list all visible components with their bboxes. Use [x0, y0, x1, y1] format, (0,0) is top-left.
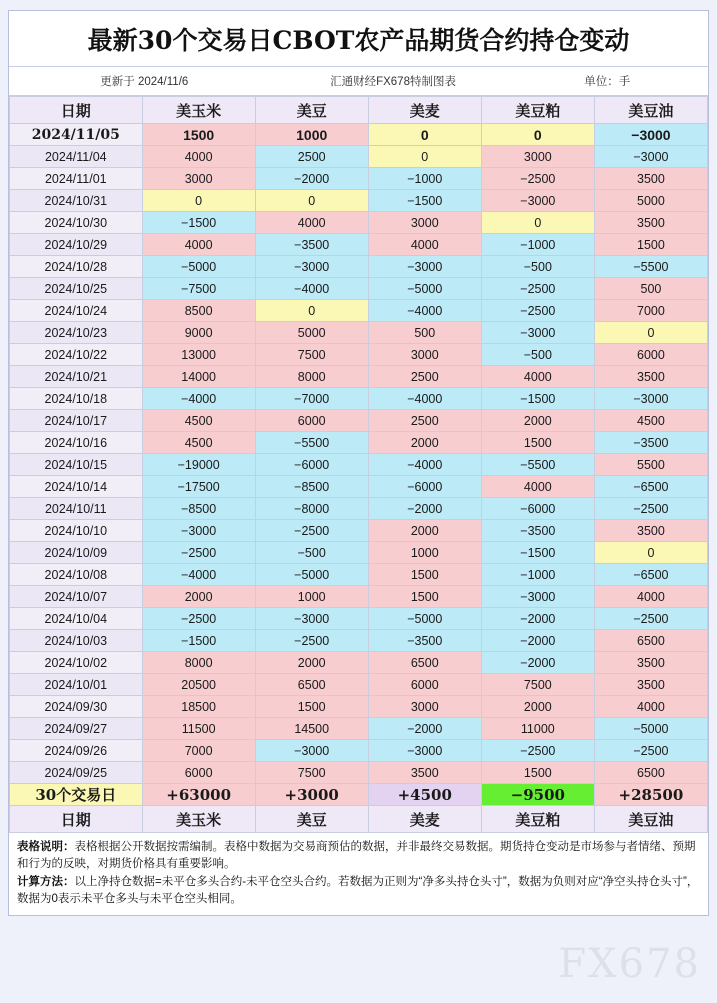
cell-value: 0: [481, 124, 594, 146]
table-row: [10, 344, 708, 366]
cell-value: −7500: [142, 278, 255, 300]
cell-value: 1500: [594, 234, 707, 256]
cell-value: 3500: [594, 652, 707, 674]
unit-label: 单位：手: [584, 76, 631, 88]
cell-value: −19000: [142, 454, 255, 476]
cell-value: 0: [255, 190, 368, 212]
table-row: [10, 278, 708, 300]
footer-col-soyoil: 美豆油: [594, 806, 707, 833]
cell-value: 3000: [368, 696, 481, 718]
cell-value: 9000: [142, 322, 255, 344]
cell-date: 2024/10/16: [10, 432, 143, 454]
table-row: [10, 388, 708, 410]
cell-date: 2024/10/28: [10, 256, 143, 278]
table-row: [10, 124, 708, 146]
cell-date: 2024/10/04: [10, 608, 143, 630]
cell-value: 8000: [255, 366, 368, 388]
cell-value: −2000: [368, 718, 481, 740]
meta-bar: [9, 67, 708, 96]
cell-value: 1500: [481, 762, 594, 784]
cell-value: 1000: [368, 542, 481, 564]
cell-value: 6000: [255, 410, 368, 432]
cell-value: −5000: [368, 278, 481, 300]
cell-value: 500: [594, 278, 707, 300]
cell-value: 8000: [142, 652, 255, 674]
cell-value: −2500: [594, 498, 707, 520]
cell-value: 6000: [594, 344, 707, 366]
footer-col-soymeal: 美豆粕: [481, 806, 594, 833]
note-line-2: [17, 874, 700, 909]
cell-value: −2000: [481, 630, 594, 652]
cell-value: 1500: [142, 124, 255, 146]
cell-value: −3500: [481, 520, 594, 542]
cell-value: 4000: [142, 146, 255, 168]
cell-value: −5000: [594, 718, 707, 740]
cell-value: −8500: [255, 476, 368, 498]
col-header-corn: 美玉米: [142, 97, 255, 124]
cell-value: 1500: [368, 564, 481, 586]
summary-row: [10, 784, 708, 806]
cell-value: 0: [368, 124, 481, 146]
cell-value: 7500: [255, 762, 368, 784]
cell-value: 3500: [594, 674, 707, 696]
cell-value: −2500: [255, 630, 368, 652]
table-row: [10, 674, 708, 696]
cell-value: −4000: [142, 388, 255, 410]
table-row: [10, 762, 708, 784]
cell-value: −6000: [368, 476, 481, 498]
cell-value: 18500: [142, 696, 255, 718]
cell-value: 7000: [594, 300, 707, 322]
cell-value: −3000: [481, 586, 594, 608]
table-row: [10, 190, 708, 212]
cell-value: −1500: [481, 542, 594, 564]
cell-value: −3500: [594, 432, 707, 454]
cell-date: 2024/11/04: [10, 146, 143, 168]
cell-value: −3500: [255, 234, 368, 256]
cell-value: 1000: [255, 586, 368, 608]
cell-value: 2000: [481, 410, 594, 432]
col-header-soybean: 美豆: [255, 97, 368, 124]
footer-col-corn: 美玉米: [142, 806, 255, 833]
cell-date: 2024/10/14: [10, 476, 143, 498]
cell-value: 1000: [255, 124, 368, 146]
cell-value: −6000: [255, 454, 368, 476]
cell-date: 2024/10/31: [10, 190, 143, 212]
table-row: [10, 564, 708, 586]
cell-value: 3000: [368, 344, 481, 366]
col-header-date: 日期: [10, 97, 143, 124]
cell-value: 6500: [255, 674, 368, 696]
cell-value: −1000: [368, 168, 481, 190]
cell-value: 0: [368, 146, 481, 168]
cell-date: 2024/10/22: [10, 344, 143, 366]
cell-value: 3500: [594, 168, 707, 190]
cell-value: 3000: [368, 212, 481, 234]
cell-value: −2500: [481, 740, 594, 762]
cell-date: 2024/10/11: [10, 498, 143, 520]
cell-date: 2024/10/01: [10, 674, 143, 696]
cell-value: −6000: [481, 498, 594, 520]
cell-value: −3000: [255, 256, 368, 278]
cell-value: 14500: [255, 718, 368, 740]
cell-value: 6500: [594, 762, 707, 784]
page-title: 最新30个交易日CBOT农产品期货合约持仓变动: [9, 11, 708, 67]
cell-date: 2024/09/26: [10, 740, 143, 762]
cell-date: 2024/10/03: [10, 630, 143, 652]
cell-date: 2024/10/15: [10, 454, 143, 476]
cell-value: −6500: [594, 564, 707, 586]
summary-soyoil: +28500: [594, 784, 707, 806]
cell-value: −1500: [481, 388, 594, 410]
cell-value: −2000: [481, 608, 594, 630]
cell-value: −2000: [368, 498, 481, 520]
table-row: [10, 542, 708, 564]
cell-date: 2024/09/27: [10, 718, 143, 740]
cell-value: 2500: [255, 146, 368, 168]
cell-date: 2024/10/24: [10, 300, 143, 322]
table-row: [10, 234, 708, 256]
cell-date: 2024/10/07: [10, 586, 143, 608]
cell-value: 7500: [255, 344, 368, 366]
note-2-label: 计算方法：: [17, 875, 75, 888]
cell-value: 3500: [594, 520, 707, 542]
report-card: [8, 10, 709, 916]
cell-value: 4000: [142, 234, 255, 256]
cell-value: −5000: [142, 256, 255, 278]
cell-value: 4500: [142, 410, 255, 432]
cell-date: 2024/10/10: [10, 520, 143, 542]
footer-header-row: [10, 806, 708, 833]
cell-value: −6500: [594, 476, 707, 498]
cell-value: −3000: [594, 388, 707, 410]
cell-value: −2500: [255, 520, 368, 542]
table-row: [10, 168, 708, 190]
cell-value: 6000: [368, 674, 481, 696]
summary-label: 30个交易日: [10, 784, 143, 806]
cell-value: 500: [368, 322, 481, 344]
cell-value: 0: [594, 322, 707, 344]
cell-value: −2500: [594, 740, 707, 762]
cell-value: 0: [481, 212, 594, 234]
col-header-soyoil: 美豆油: [594, 97, 707, 124]
cell-date: 2024/10/18: [10, 388, 143, 410]
cell-date: 2024/10/17: [10, 410, 143, 432]
cell-value: −1500: [368, 190, 481, 212]
cell-value: −4000: [368, 388, 481, 410]
cell-value: 6500: [594, 630, 707, 652]
cell-value: −3000: [481, 190, 594, 212]
footer-col-wheat: 美麦: [368, 806, 481, 833]
update-date: 更新于 2024/11/6: [100, 76, 189, 88]
cell-value: −3000: [594, 146, 707, 168]
cell-value: 2000: [368, 520, 481, 542]
cell-value: −3500: [368, 630, 481, 652]
cell-value: 2000: [368, 432, 481, 454]
table-row: [10, 432, 708, 454]
table-row: [10, 410, 708, 432]
table-row: [10, 256, 708, 278]
cell-value: 8500: [142, 300, 255, 322]
cell-value: 3000: [142, 168, 255, 190]
cell-value: −5000: [255, 564, 368, 586]
cell-value: 3500: [594, 366, 707, 388]
cell-value: 4500: [594, 410, 707, 432]
cell-value: 7500: [481, 674, 594, 696]
cell-value: 3000: [481, 146, 594, 168]
table-row: [10, 498, 708, 520]
cell-date: 2024/10/23: [10, 322, 143, 344]
cell-value: 3500: [368, 762, 481, 784]
cell-value: 11000: [481, 718, 594, 740]
cell-value: −3000: [368, 256, 481, 278]
cell-value: 1500: [481, 432, 594, 454]
note-line-1: [17, 839, 700, 874]
cell-value: −4000: [142, 564, 255, 586]
cell-date: 2024/10/29: [10, 234, 143, 256]
cell-value: 4000: [368, 234, 481, 256]
table-header-row: [10, 97, 708, 124]
cell-value: −500: [255, 542, 368, 564]
cell-date: 2024/10/25: [10, 278, 143, 300]
table-row: [10, 322, 708, 344]
col-header-wheat: 美麦: [368, 97, 481, 124]
cell-value: −17500: [142, 476, 255, 498]
cell-value: 0: [142, 190, 255, 212]
cell-value: −3000: [142, 520, 255, 542]
cell-value: 2500: [368, 410, 481, 432]
cell-value: 11500: [142, 718, 255, 740]
cell-value: −1500: [142, 630, 255, 652]
table-row: [10, 212, 708, 234]
table-body: [10, 124, 708, 784]
cell-date: 2024/10/09: [10, 542, 143, 564]
cell-value: 6500: [368, 652, 481, 674]
cell-value: −2500: [481, 168, 594, 190]
cell-value: −5500: [255, 432, 368, 454]
cell-value: 7000: [142, 740, 255, 762]
cell-value: 5500: [594, 454, 707, 476]
cell-value: 4000: [481, 366, 594, 388]
cell-value: 5000: [594, 190, 707, 212]
watermark: FX678: [558, 941, 701, 987]
table-row: [10, 520, 708, 542]
cell-value: −1500: [142, 212, 255, 234]
table-row: [10, 718, 708, 740]
cell-value: 4000: [594, 586, 707, 608]
cell-value: −1000: [481, 564, 594, 586]
cell-value: −4000: [368, 300, 481, 322]
summary-soybean: +3000: [255, 784, 368, 806]
cell-value: −3000: [368, 740, 481, 762]
cell-value: −2500: [142, 608, 255, 630]
cell-date: 2024/10/30: [10, 212, 143, 234]
cell-date: 2024/11/01: [10, 168, 143, 190]
cell-value: 2000: [142, 586, 255, 608]
cell-value: −2500: [481, 278, 594, 300]
cell-value: −500: [481, 256, 594, 278]
cell-value: −3000: [481, 322, 594, 344]
cell-value: 13000: [142, 344, 255, 366]
cell-value: 4000: [255, 212, 368, 234]
table-row: [10, 146, 708, 168]
source-label: 汇通财经FX678特制图表: [330, 76, 456, 88]
summary-soymeal: −9500: [481, 784, 594, 806]
table-row: [10, 608, 708, 630]
cell-value: −7000: [255, 388, 368, 410]
table-row: [10, 476, 708, 498]
cell-value: −5500: [594, 256, 707, 278]
cell-value: −2500: [481, 300, 594, 322]
table-row: [10, 652, 708, 674]
cell-date: 2024/10/02: [10, 652, 143, 674]
cell-value: −5000: [368, 608, 481, 630]
cell-value: 5000: [255, 322, 368, 344]
table-row: [10, 300, 708, 322]
table-row: [10, 366, 708, 388]
cell-value: −5500: [481, 454, 594, 476]
cell-value: −3000: [594, 124, 707, 146]
cell-value: 6000: [142, 762, 255, 784]
summary-corn: +63000: [142, 784, 255, 806]
positions-table: [9, 96, 708, 833]
cell-value: 2000: [255, 652, 368, 674]
cell-value: 4500: [142, 432, 255, 454]
cell-value: 14000: [142, 366, 255, 388]
cell-value: 3500: [594, 212, 707, 234]
cell-value: 0: [255, 300, 368, 322]
cell-value: −2500: [142, 542, 255, 564]
cell-date: 2024/10/21: [10, 366, 143, 388]
cell-value: 4000: [481, 476, 594, 498]
cell-value: −1000: [481, 234, 594, 256]
cell-value: 4000: [594, 696, 707, 718]
summary-wheat: +4500: [368, 784, 481, 806]
table-row: [10, 454, 708, 476]
cell-value: −2500: [594, 608, 707, 630]
cell-value: 2500: [368, 366, 481, 388]
cell-value: −8500: [142, 498, 255, 520]
footer-col-soybean: 美豆: [255, 806, 368, 833]
cell-date: 2024/09/30: [10, 696, 143, 718]
cell-value: 2000: [481, 696, 594, 718]
cell-value: −8000: [255, 498, 368, 520]
cell-value: −2000: [255, 168, 368, 190]
cell-value: −3000: [255, 740, 368, 762]
cell-value: −3000: [255, 608, 368, 630]
cell-value: 0: [594, 542, 707, 564]
notes-block: [9, 833, 708, 915]
cell-value: −2000: [481, 652, 594, 674]
note-2-text: 以上净持仓数据=未平仓多头合约-未平仓空头合约。若数据为正则为“净多头持仓头寸”，数据为负则对应“净空头持仓头寸”，数据为0表示未平仓多头与未平仓空头相同。: [17, 875, 699, 905]
table-row: [10, 740, 708, 762]
table-row: [10, 696, 708, 718]
cell-value: 1500: [368, 586, 481, 608]
table-row: [10, 630, 708, 652]
cell-value: −4000: [368, 454, 481, 476]
table-row: [10, 586, 708, 608]
cell-value: −500: [481, 344, 594, 366]
note-1-label: 表格说明：: [17, 841, 75, 853]
cell-value: 20500: [142, 674, 255, 696]
cell-date: 2024/10/08: [10, 564, 143, 586]
cell-date: 2024/11/05: [10, 124, 143, 146]
cell-value: 1500: [255, 696, 368, 718]
cell-date: 2024/09/25: [10, 762, 143, 784]
cell-value: −4000: [255, 278, 368, 300]
footer-col-date: 日期: [10, 806, 143, 833]
note-1-text: 表格根据公开数据按需编制。表格中数据为交易商预估的数据，并非最终交易数据。期货持仓变动是市场参与者情绪、预期和行为的反映，对期货价格具有重要影响。: [17, 841, 696, 871]
col-header-soymeal: 美豆粕: [481, 97, 594, 124]
